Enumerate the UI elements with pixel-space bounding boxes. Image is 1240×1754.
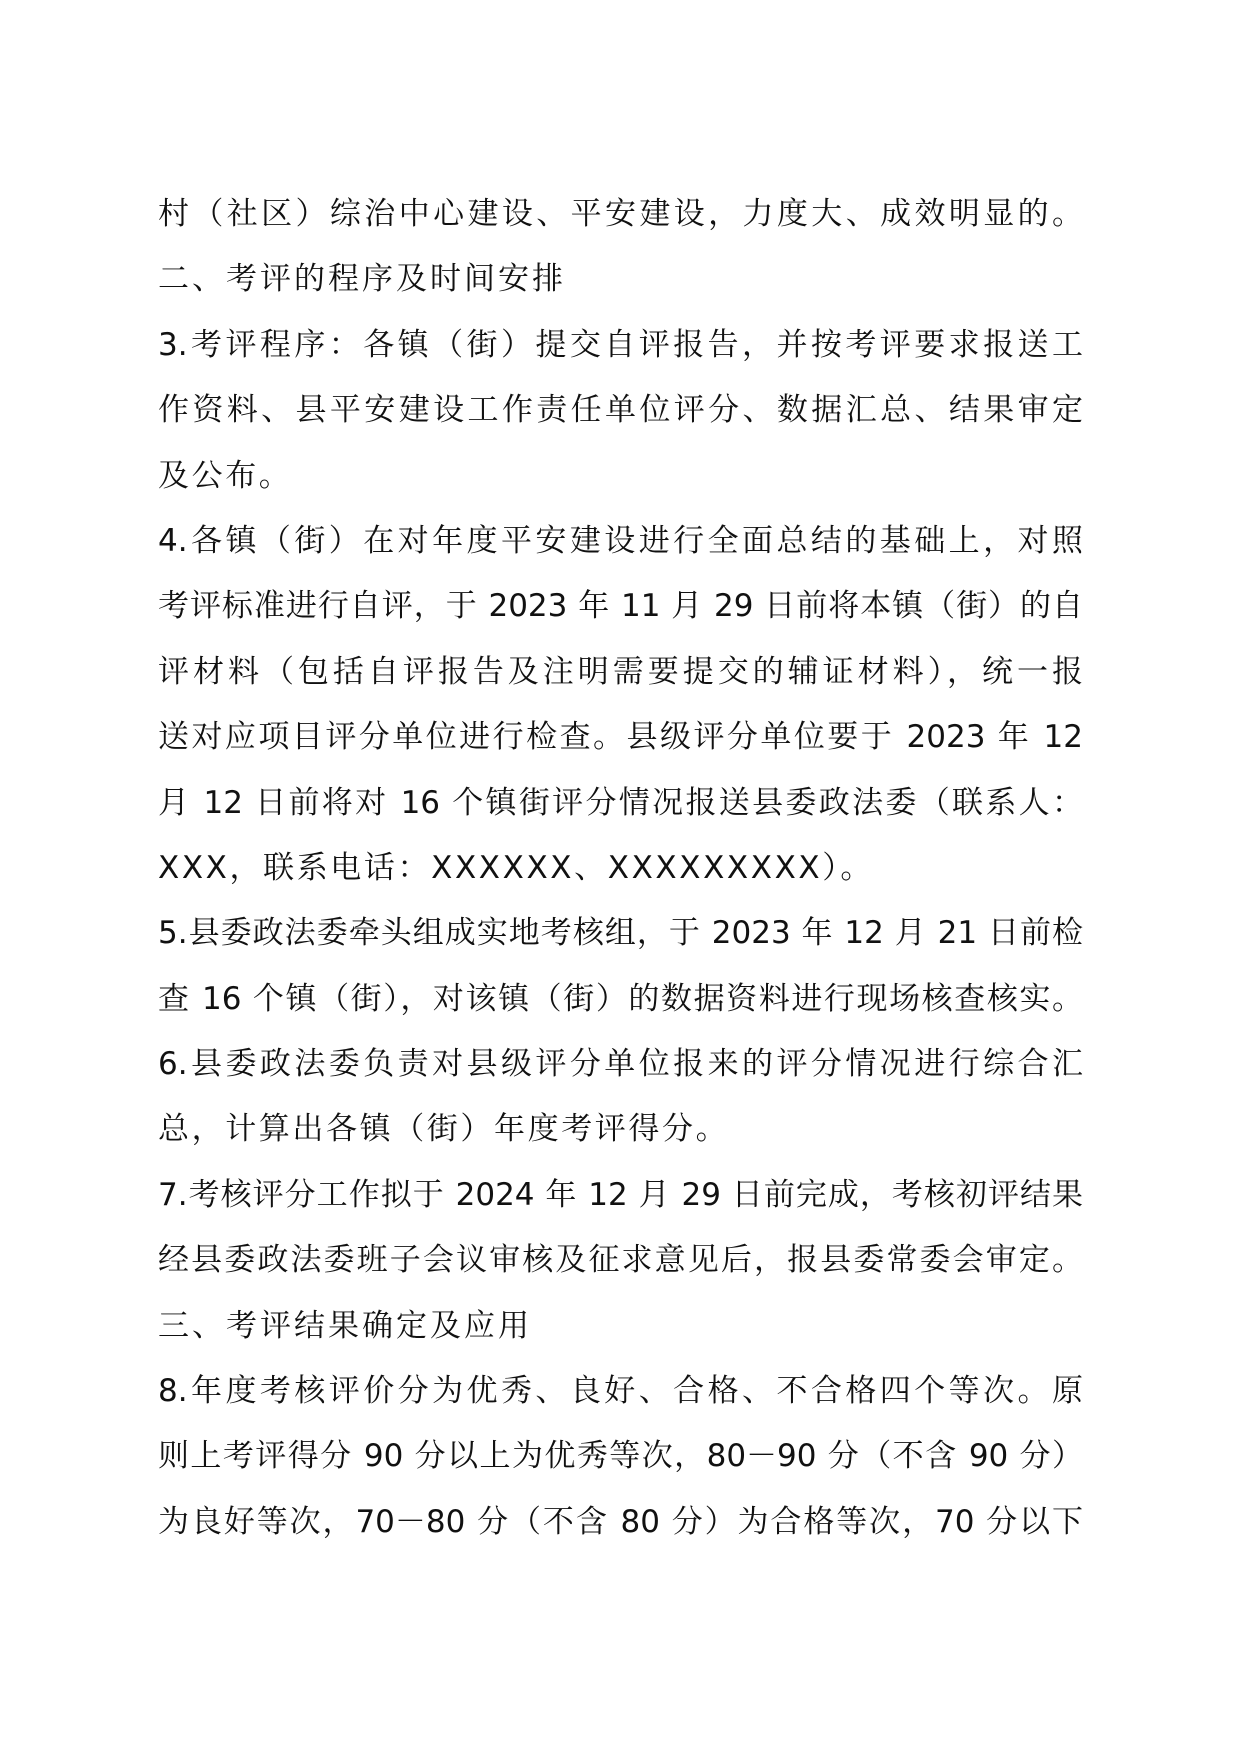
paragraph-line: 则上考评得分 90 分以上为优秀等次，80－90 分（不含 90 分） (158, 1438, 1083, 1475)
paragraph-line: 5.县委政法委牵头组成实地考核组，于 2023 年 12 月 21 日前检 (158, 915, 1083, 952)
paragraph-line: 为良好等次，70－80 分（不含 80 分）为合格等次，70 分以下 (158, 1503, 1083, 1540)
paragraph-line: XXX，联系电话：XXXXXX、XXXXXXXXX）。 (158, 849, 874, 886)
paragraph-line: 送对应项目评分单位进行检查。县级评分单位要于 2023 年 12 (158, 719, 1083, 756)
document-body (158, 182, 1083, 1555)
paragraph-line: 评材料（包括自评报告及注明需要提交的辅证材料），统一报 (158, 653, 1083, 690)
paragraph-line: 月 12 日前将对 16 个镇街评分情况报送县委政法委（联系人： (158, 784, 1083, 821)
section-heading: 三、考评结果确定及应用 (158, 1307, 532, 1344)
paragraph-line: 考评标准进行自评，于 2023 年 11 月 29 日前将本镇（街）的自 (158, 588, 1083, 625)
paragraph-line: 3.考评程序：各镇（街）提交自评报告，并按考评要求报送工 (158, 326, 1083, 363)
paragraph-line: 6.县委政法委负责对县级评分单位报来的评分情况进行综合汇 (158, 1046, 1083, 1083)
paragraph-line: 7.考核评分工作拟于 2024 年 12 月 29 日前完成，考核初评结果 (158, 1176, 1083, 1213)
section-heading: 二、考评的程序及时间安排 (158, 261, 566, 298)
paragraph-line: 4.各镇（街）在对年度平安建设进行全面总结的基础上，对照 (158, 522, 1083, 559)
paragraph-line: 村（社区）综治中心建设、平安建设，力度大、成效明显的。 (158, 196, 1083, 232)
paragraph-line: 8.年度考核评价分为优秀、良好、合格、不合格四个等次。原 (158, 1373, 1083, 1410)
paragraph-line: 总，计算出各镇（街）年度考评得分。 (158, 1111, 730, 1148)
paragraph-line: 查 16 个镇（街），对该镇（街）的数据资料进行现场核查核实。 (158, 980, 1083, 1017)
paragraph-line: 经县委政法委班子会议审核及征求意见后，报县委常委会审定。 (158, 1242, 1083, 1279)
paragraph-line: 及公布。 (158, 457, 293, 494)
paragraph-line: 作资料、县平安建设工作责任单位评分、数据汇总、结果审定 (158, 392, 1083, 429)
